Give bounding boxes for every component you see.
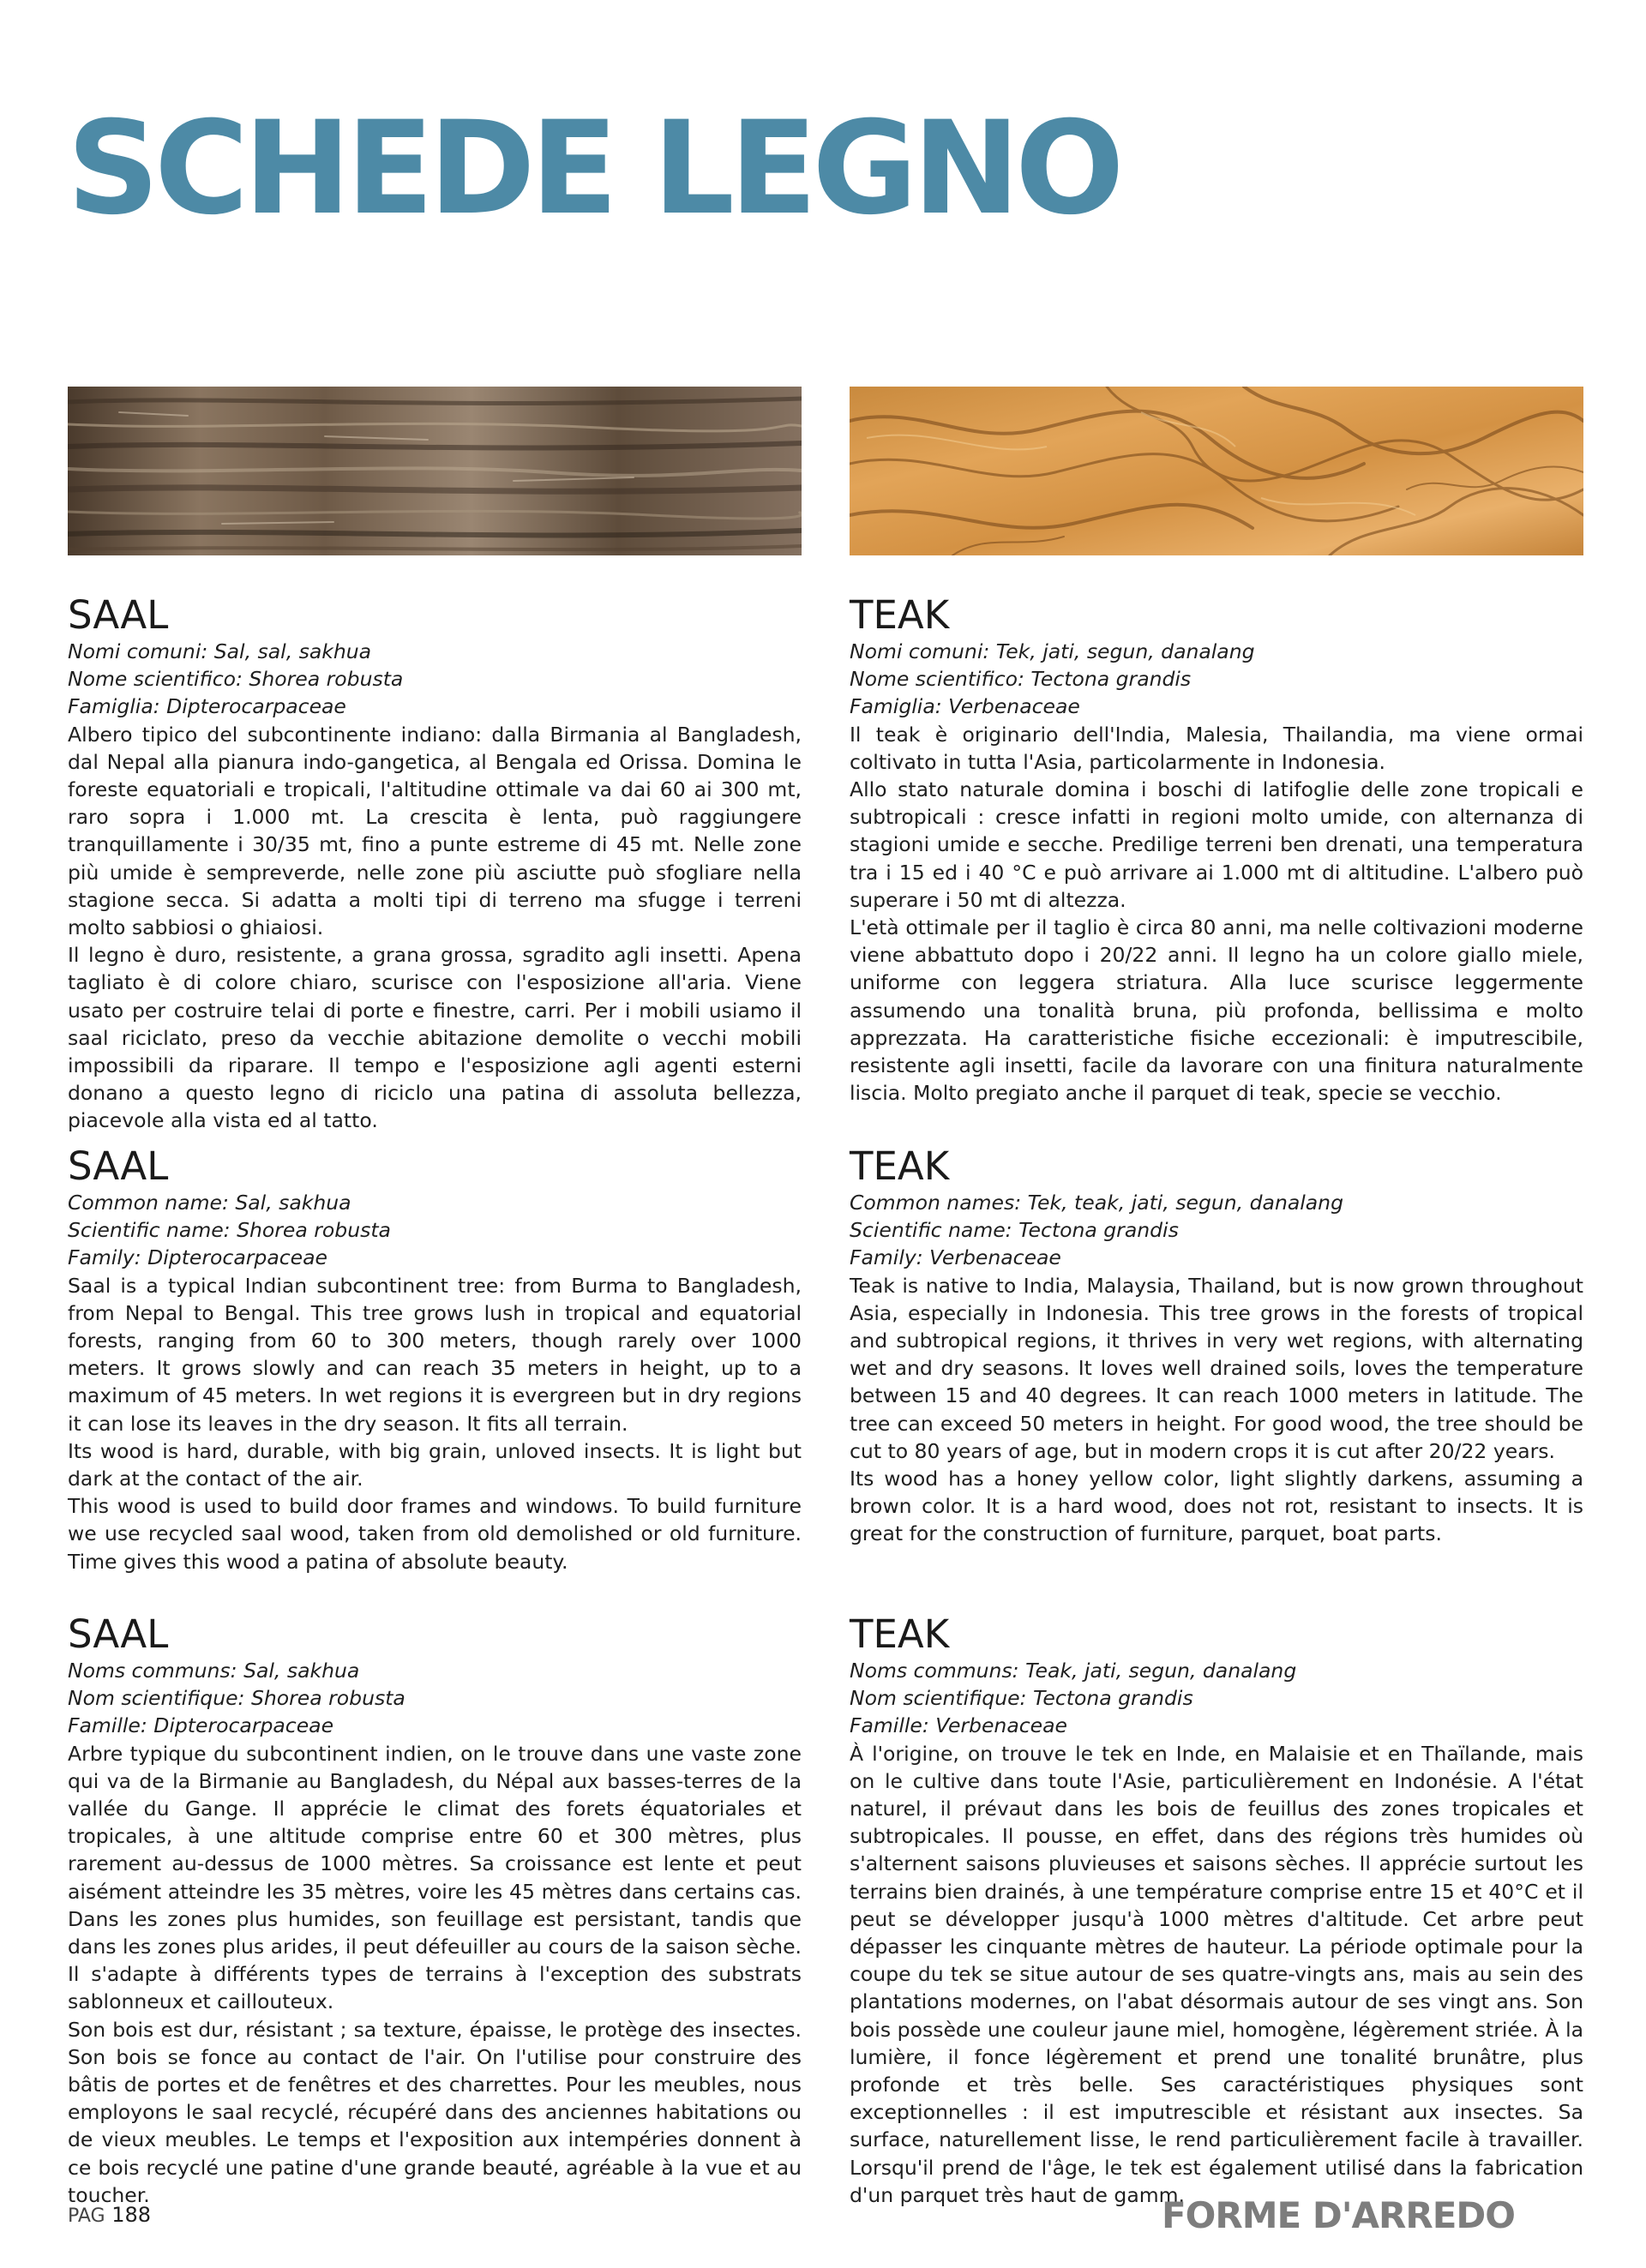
saal-french-heading: SAAL [68, 1611, 169, 1657]
saal-english-paragraph: This wood is used to build door frames and windows. To build furniture we use recycled saal wood, taken from old demolished or old furniture. Time gives this wood a patina of absolute beauty. [68, 1494, 802, 1574]
saal-italian-scientific-name: Nome scientifico: Shorea robusta [68, 667, 404, 692]
teak-english-paragraph: Teak is native to India, Malaysia, Thailand, but is now grown throughout Asia, especially in Indonesia. This tree grows in the forests of tropical and subtropical regions, it thrives in very wet regions, with alternating wet and dry seasons. It loves well drained soils, loves the temperature between 15 and 40 degrees. It can reach 1000 meters in latitude. The tree can exceed 50 meters in height. For good wood, the tree should be cut to 80 years of age, but in modern crops it is cut after 20/22 years. [850, 1273, 1583, 1463]
teak-french-common-names: Noms communs: Teak, jati, segun, danalang [850, 1659, 1297, 1683]
saal-french-paragraph: Arbre typique du subcontinent indien, on le trouve dans une vaste zone qui va de la Birmanie au Bangladesh, du Népal aux basses-terres de la vallée du Gange. Il apprécie le climat des forets équatoriales et tropicales, à une altitude comprise entre 60 et 300 mètres, plus rarement au-dessus de 1000 mètres. Sa croissance est lente et peut aisément atteindre les 35 mètres, voire les 45 mètres dans certains cas. Dans les zones plus humides, son feuillage est persistant, tandis que dans les zones plus arides, il peut défeuiller au cours de la saison sèche. Il s'adapte à différents types de terrains à l'exception des substrats sablonneux et caillouteux. [68, 1741, 802, 2014]
teak-italian-scientific-name: Nome scientifico: Tectona grandis [850, 667, 1192, 692]
saal-english-heading: SAAL [68, 1143, 169, 1189]
teak-french-section [850, 1612, 1583, 2209]
saal-italian-heading: SAAL [68, 592, 169, 638]
saal-english-section [68, 1144, 802, 1575]
teak-english-scientific-name: Scientific name: Tectona grandis [850, 1218, 1179, 1243]
saal-french-paragraph: Son bois est dur, résistant ; sa texture, épaisse, le protège des insectes. Son bois se fonce au contact de l'air. On l'utilise pour construire des bâtis de portes et de fenêtres et des charrettes. Pour les meubles, nous employons le saal recyclé, récupéré dans des anciennes habitations ou de vieux meubles. Le temps et l'exposition aux intempéries donnent à ce bois recyclé une patine d'une grande beauté, agréable à la vue et au toucher. [68, 2017, 802, 2207]
saal-french-section [68, 1612, 802, 2209]
page-label: PAG [68, 2205, 105, 2227]
page-number-value: 188 [111, 2203, 152, 2227]
teak-italian-family: Famiglia: Verbenaceae [850, 694, 1080, 719]
saal-italian-common-names: Nomi comuni: Sal, sal, sakhua [68, 639, 372, 663]
teak-english-common-names: Common names: Tek, teak, jati, segun, danalang [850, 1191, 1343, 1215]
teak-english-family: Family: Verbenaceae [850, 1245, 1061, 1270]
saal-english-common-name: Common name: Sal, sakhua [68, 1191, 351, 1215]
saal-english-family: Family: Dipterocarpaceae [68, 1245, 327, 1270]
teak-italian-paragraph: Il teak è originario dell'India, Malesia, Thailandia, ma viene ormai coltivato in tutta l'Asia, particolarmente in Indonesia. [850, 722, 1583, 774]
saal-italian-paragraph: Il legno è duro, resistente, a grana grossa, sgradito agli insetti. Apena tagliato è di colore chiaro, scurisce con l'esposizione all'aria. Viene usato per costruire telai di porte e finestre, carri. Per i mobili usiamo il saal riciclato, preso da vecchie abitazione demolite o vecchi mobili impossibili da riparare. Il tempo e l'esposizione agli agenti esterni donano a questo legno di riciclo una patina di assoluta bellezza, piacevole alla vista ed al tatto. [68, 943, 802, 1133]
saal-english-paragraph: Its wood is hard, durable, with big grain, unloved insects. It is light but dark at the contact of the air. [68, 1438, 802, 1491]
teak-english-paragraph: Its wood has a honey yellow color, light slightly darkens, assuming a brown color. It is a hard wood, does not rot, resistant to insects. It is great for the construction of furniture, parquet, boat parts. [850, 1467, 1583, 1546]
brand-logo-text: FORME D'ARREDO [1161, 2194, 1515, 2236]
teak-italian-paragraph: Allo stato naturale domina i boschi di latifoglie delle zone tropicali e subtropicali : cresce infatti in regioni molto umide, con alternanza di stagioni umide e secche. Predilige terreni ben drenati, una temperatura tra i 15 ed i 40 °C e può arrivare ai 1.000 mt di altitudine. L'albero può superare i 50 mt di altezza. [850, 777, 1583, 912]
saal-french-scientific-name: Nom scientifique: Shorea robusta [68, 1686, 405, 1711]
saal-italian-section [68, 593, 802, 1135]
saal-wood-texture-image [68, 387, 802, 555]
teak-french-family: Famille: Verbenaceae [850, 1713, 1067, 1738]
teak-italian-section [850, 593, 1583, 1107]
teak-italian-paragraph: L'età ottimale per il taglio è circa 80 anni, ma nelle coltivazioni moderne viene abbattuto dopo i 20/22 anni. Il legno ha un colore giallo miele, uniforme con leggera striatura. Alla luce scurisce leggermente assumendo una tonalità bruna, più profonda, bellissima e molto apprezzata. Ha caratteristiche fisiche eccezionali: è imputrescibile, resistente agli insetti, facile da lavorare con una finitura naturalmente liscia. Molto pregiato anche il parquet di teak, specie se vecchio. [850, 915, 1583, 1106]
saal-english-scientific-name: Scientific name: Shorea robusta [68, 1218, 391, 1243]
saal-english-paragraph: Saal is a typical Indian subcontinent tree: from Burma to Bangladesh, from Nepal to Bengal. This tree grows lush in tropical and equatorial forests, ranging from 60 to 300 meters, though rarely over 1000 meters. It grows slowly and can reach 35 meters in height, up to a maximum of 45 meters. In wet regions it is evergreen but in dry regions it can lose its leaves in the dry season. It fits all terrain. [68, 1273, 802, 1436]
saal-italian-family: Famiglia: Dipterocarpaceae [68, 694, 346, 719]
saal-french-common-names: Noms communs: Sal, sakhua [68, 1659, 360, 1683]
teak-english-heading: TEAK [850, 1143, 950, 1189]
teak-french-paragraph: À l'origine, on trouve le tek en Inde, en Malaisie et en Thaïlande, mais on le cultive dans toute l'Asie, particulièrement en Indonésie. A l'état naturel, il prévaut dans les bois de feuillus des zones tropicales et subtropicales. Il pousse, en effet, dans des régions très humides où s'alternent saisons pluvieuses et saisons sèches. Il apprécie surtout les terrains bien drainés, à une température comprise entre 15 et 40°C et il peut se développer jusqu'à 1000 mètres d'altitude. Cet arbre peut dépasser les cinquante mètres de hauteur. La période optimale pour la coupe du tek se situe autour de ses quatre-vingts ans, mais au sein des plantations modernes, on l'abat désormais autour de ses vingt ans. Son bois possède une couleur jaune miel, homogène, légèrement striée. À la lumière, il fonce légèrement et prend une tonalité brunâtre, plus profonde et très belle. Ses caractéristiques physiques sont exceptionnelles : il est imputrescible et résistant aux insectes. Sa surface, naturellement lisse, le rend particulièrement facile à travailler. Lorsqu'il prend de l'âge, le tek est également utilisé dans la fabrication d'un parquet très haut de gamm. [850, 1741, 1583, 2207]
saal-italian-paragraph: Albero tipico del subcontinente indiano: dalla Birmania al Bangladesh, dal Nepal alla pianura indo-gangetica, al Bengala ed Orissa. Domina le foreste equatoriali e tropicali, l'altitudine ottimale va dai 60 ai 300 mt, raro sopra i 1.000 mt. La crescita è lenta, può raggiungere tranquillamente i 30/35 mt, fino a punte estreme di 45 mt. Nelle zone più umide è sempreverde, nelle zone più asciutte può sfogliare nella stagione secca. Si adatta a molti tipi di terreno ma sfugge i terreni molto sabbiosi o ghiaiosi. [68, 722, 802, 940]
teak-italian-heading: TEAK [850, 592, 950, 638]
teak-wood-texture-image [850, 387, 1583, 555]
teak-french-scientific-name: Nom scientifique: Tectona grandis [850, 1686, 1193, 1711]
page-title: SCHEDE LEGNO [67, 94, 1120, 243]
teak-french-heading: TEAK [850, 1611, 950, 1657]
teak-italian-common-names: Nomi comuni: Tek, jati, segun, danalang [850, 639, 1255, 663]
teak-english-section [850, 1144, 1583, 1548]
page-number [68, 2203, 151, 2227]
saal-french-family: Famille: Dipterocarpaceae [68, 1713, 334, 1738]
